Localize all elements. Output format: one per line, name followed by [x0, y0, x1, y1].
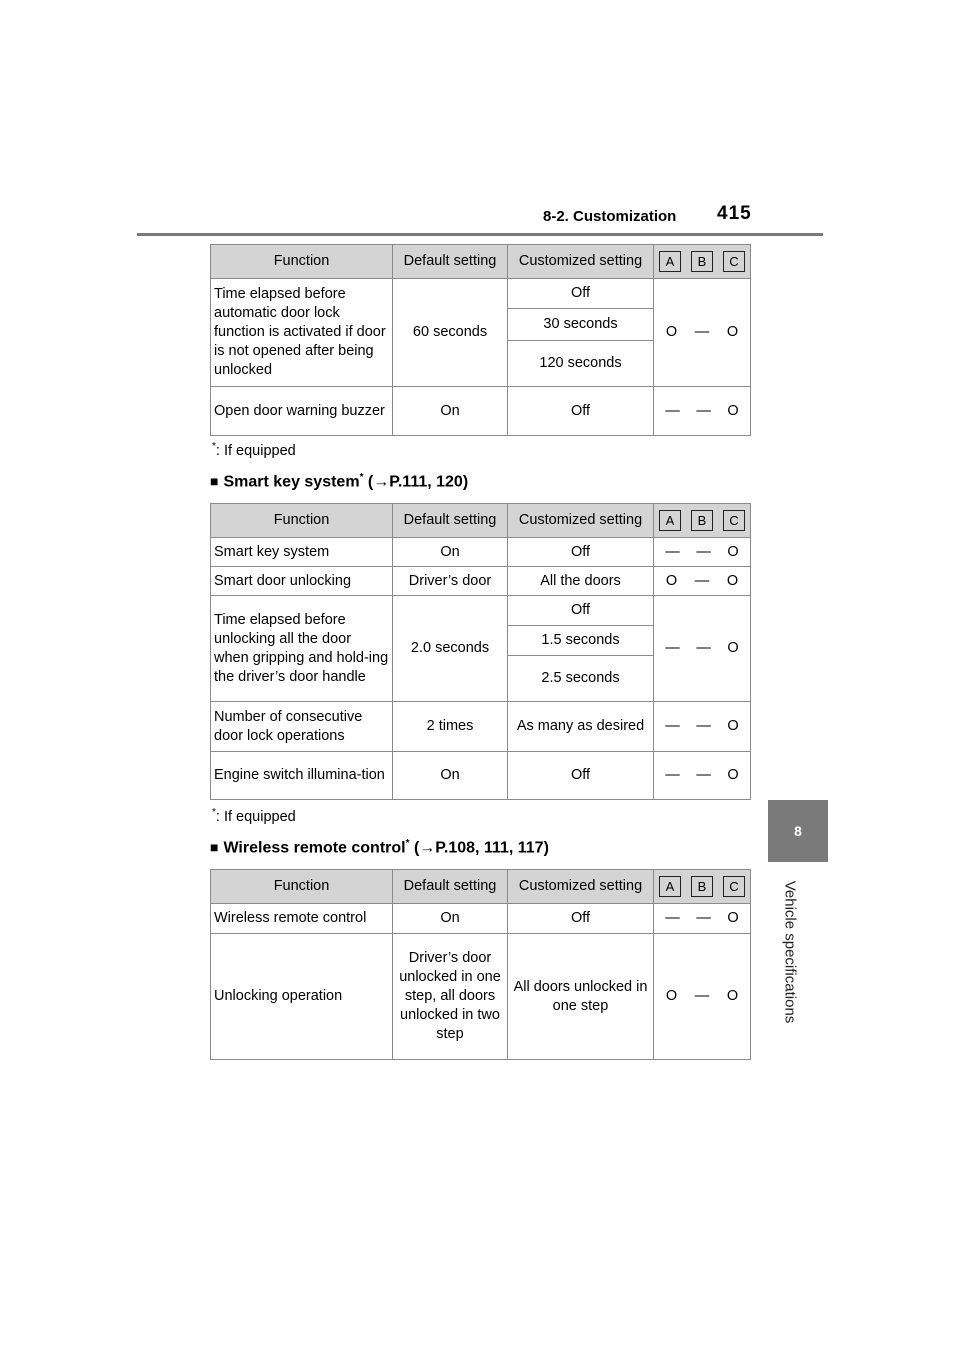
c-value: O — [726, 324, 739, 340]
default-cell: On — [393, 752, 508, 800]
function-cell: Time elapsed before automatic door lock function is activated if door is not opened after being unlocked — [211, 279, 393, 387]
c-value: O — [727, 543, 739, 560]
table-header-row — [211, 245, 751, 279]
c-value: O — [727, 910, 739, 926]
custom-cell: Off — [508, 752, 654, 800]
custom-cell: Off — [508, 538, 654, 567]
table-row — [211, 279, 751, 309]
b-value: — — [694, 324, 710, 340]
b-value: — — [694, 988, 710, 1004]
abc-cell — [654, 279, 751, 387]
table-row — [211, 904, 751, 934]
c-value: O — [727, 767, 739, 783]
default-cell: On — [393, 387, 508, 436]
c-value: O — [727, 402, 739, 419]
b-value: — — [696, 640, 711, 656]
default-cell: 2 times — [393, 702, 508, 752]
option-cell: 2.5 seconds — [508, 656, 654, 702]
smart-key-table — [210, 503, 751, 800]
default-cell: 60 seconds — [393, 279, 508, 387]
section-heading: ■ Wireless remote control* (→P.108, 111, 117) — [210, 838, 549, 857]
default-cell: 2.0 seconds — [393, 596, 508, 702]
function-cell: Wireless remote control — [211, 904, 393, 934]
chapter-tab: 8 — [768, 800, 828, 862]
custom-cell: All doors unlocked in one step — [508, 934, 654, 1060]
custom-cell: As many as desired — [508, 702, 654, 752]
section-heading-text: Smart key system — [223, 473, 360, 491]
table-header-row — [211, 504, 751, 538]
abc-cell — [654, 752, 751, 800]
column-a-label: A — [659, 251, 681, 272]
a-value: — — [665, 402, 680, 419]
footnote: *: If equipped — [212, 441, 296, 459]
bullet-square-icon: ■ — [210, 473, 219, 490]
abc-cell — [654, 567, 751, 596]
table-row — [211, 567, 751, 596]
function-header: Function — [211, 245, 393, 279]
table-row — [211, 538, 751, 567]
default-cell: On — [393, 904, 508, 934]
door-lock-table — [210, 244, 751, 436]
function-cell: Number of consecutive door lock operations — [211, 702, 393, 752]
option-cell: Off — [508, 279, 654, 309]
a-value: — — [665, 543, 680, 560]
a-value: — — [665, 718, 680, 734]
chapter-label: Vehicle specifications — [781, 880, 799, 1024]
custom-cell: Off — [508, 904, 654, 934]
wireless-remote-table — [210, 869, 751, 1060]
function-cell: Open door warning buzzer — [211, 387, 393, 436]
a-value: — — [665, 910, 680, 926]
column-b-label: B — [691, 510, 713, 531]
column-c-label: C — [723, 510, 745, 531]
footnote-text: If equipped — [223, 808, 296, 825]
custom-header: Customized setting — [508, 870, 654, 904]
custom-header: Customized setting — [508, 245, 654, 279]
page-number: 415 — [717, 203, 752, 224]
c-value: O — [726, 988, 739, 1004]
table-header-row — [211, 870, 751, 904]
column-a-label: A — [659, 876, 681, 897]
bullet-square-icon: ■ — [210, 839, 219, 856]
footnote-text: If equipped — [223, 442, 296, 459]
table-row — [211, 596, 751, 626]
table-row — [211, 934, 751, 1060]
c-value: O — [727, 718, 739, 734]
a-value: O — [665, 988, 678, 1004]
default-cell: Driver’s door unlocked in one step, all doors unlocked in two step — [393, 934, 508, 1060]
default-header: Default setting — [393, 504, 508, 538]
function-cell: Smart door unlocking — [211, 567, 393, 596]
b-value: — — [696, 402, 711, 419]
option-cell: Off — [508, 596, 654, 626]
table-row — [211, 702, 751, 752]
c-value: O — [727, 640, 739, 656]
column-c-label: C — [723, 251, 745, 272]
custom-cell: All the doors — [508, 567, 654, 596]
function-header: Function — [211, 504, 393, 538]
function-cell: Time elapsed before unlocking all the door when gripping and hold-ing the driver’s door handle — [211, 596, 393, 702]
column-b-label: B — [691, 876, 713, 897]
b-value: — — [696, 767, 711, 783]
a-value: O — [665, 572, 678, 589]
a-value: — — [665, 640, 680, 656]
table-row — [211, 387, 751, 436]
default-cell: On — [393, 538, 508, 567]
option-cell: 30 seconds — [508, 309, 654, 341]
footnote: *: If equipped — [212, 807, 296, 825]
column-c-label: C — [723, 876, 745, 897]
column-a-label: A — [659, 510, 681, 531]
abc-cell — [654, 538, 751, 567]
b-value: — — [694, 572, 710, 589]
abc-header — [654, 245, 751, 279]
page-reference: P.108, 111, 117 — [435, 839, 544, 857]
header-rule — [137, 233, 823, 236]
abc-cell — [654, 904, 751, 934]
abc-header — [654, 870, 751, 904]
page-reference: P.111, 120 — [389, 473, 463, 491]
a-value: O — [665, 324, 678, 340]
c-value: O — [726, 572, 739, 589]
function-cell: Engine switch illumina-tion — [211, 752, 393, 800]
abc-cell — [654, 702, 751, 752]
section-title: 8-2. Customization — [543, 208, 677, 225]
default-cell: Driver’s door — [393, 567, 508, 596]
column-b-label: B — [691, 251, 713, 272]
abc-cell — [654, 934, 751, 1060]
default-header: Default setting — [393, 245, 508, 279]
b-value: — — [696, 910, 711, 926]
abc-cell — [654, 387, 751, 436]
default-header: Default setting — [393, 870, 508, 904]
custom-header: Customized setting — [508, 504, 654, 538]
a-value: — — [665, 767, 680, 783]
section-heading: ■ Smart key system* (→P.111, 120) — [210, 472, 469, 491]
function-cell: Unlocking operation — [211, 934, 393, 1060]
option-cell: 120 seconds — [508, 341, 654, 387]
option-cell: 1.5 seconds — [508, 626, 654, 656]
section-heading-text: Wireless remote control — [223, 839, 406, 857]
function-cell: Smart key system — [211, 538, 393, 567]
table-row — [211, 752, 751, 800]
custom-cell: Off — [508, 387, 654, 436]
function-header: Function — [211, 870, 393, 904]
abc-cell — [654, 596, 751, 702]
b-value: — — [696, 718, 711, 734]
b-value: — — [696, 543, 711, 560]
abc-header — [654, 504, 751, 538]
